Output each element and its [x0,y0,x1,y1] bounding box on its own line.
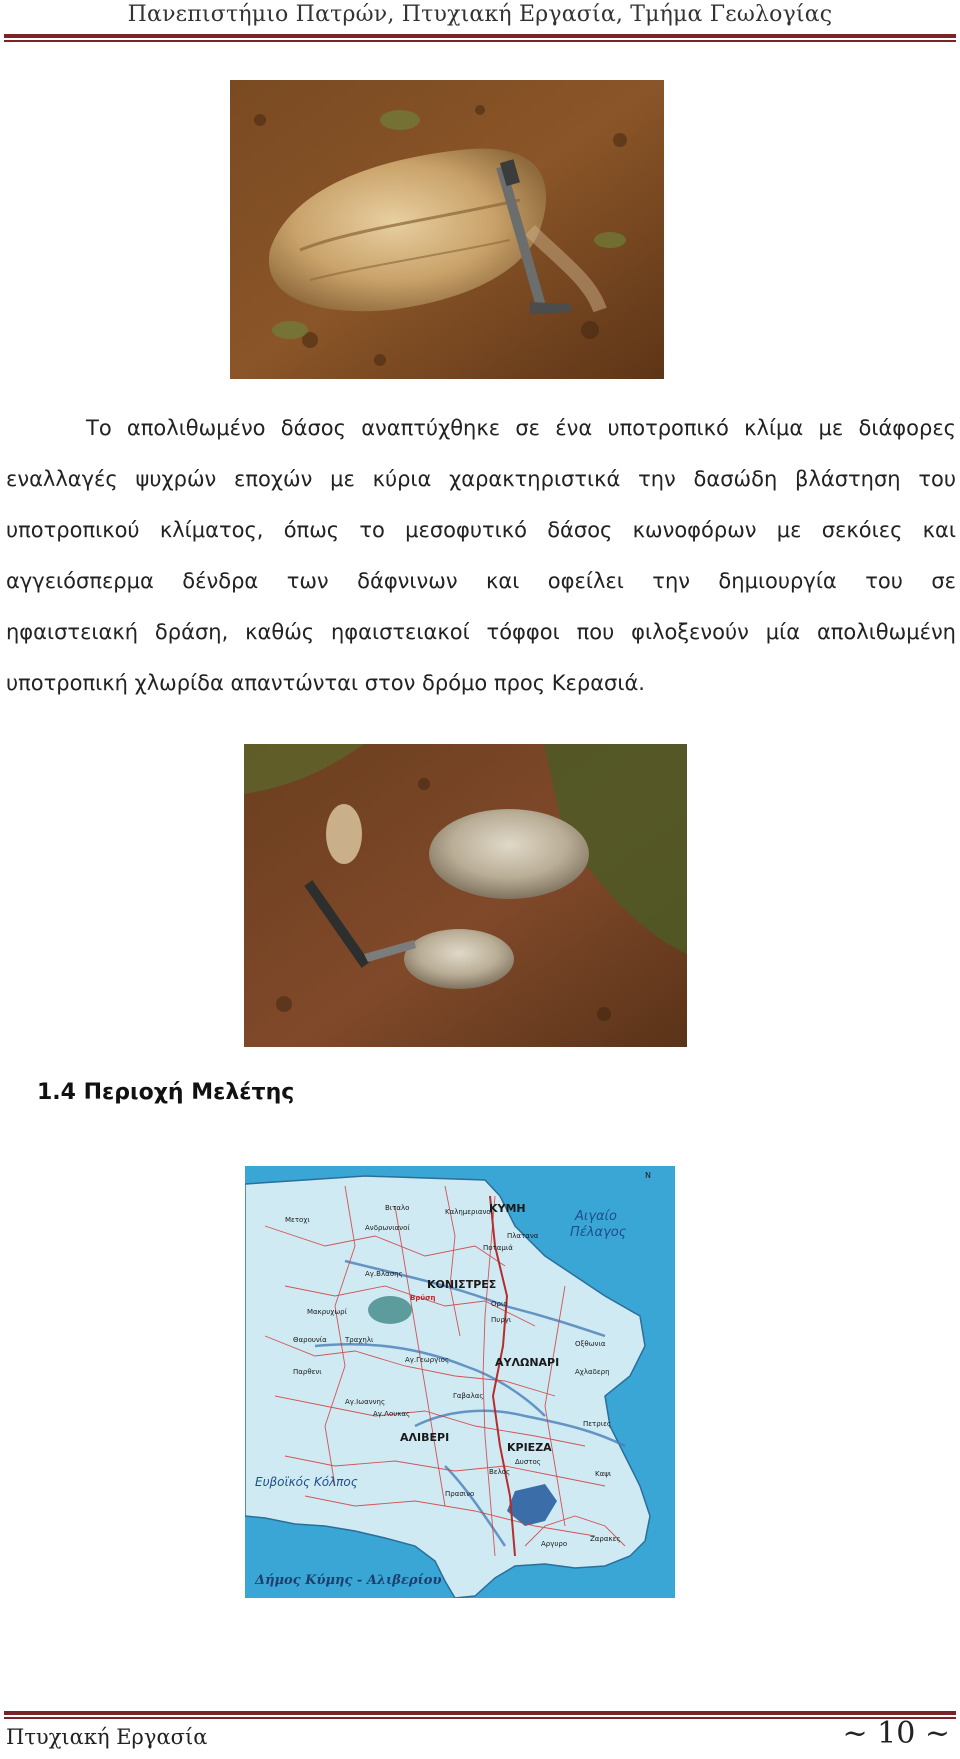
map-village: Μακρυχωρί [307,1308,347,1316]
body-line: εναλλαγές ψυχρών εποχών με κύρια χαρακτηριστικά την δασώδη βλάστηση του [6,467,956,491]
map-town-major: ΑΛΙΒΕΡΙ [400,1431,450,1444]
map-caption: Δήμος Κύμης - Αλιβερίου [255,1573,442,1588]
header-rule-thin [4,40,956,42]
map-village: Βελος [489,1468,511,1476]
map-village: Παρθενι [293,1368,322,1376]
map-village: Θαρουνία [293,1336,327,1344]
map-village: Αγ.Γεωργιος [405,1356,450,1364]
map-village: Οξθωνια [575,1340,606,1348]
map-town-major: ΚΡΙΕΖΑ [507,1441,552,1454]
map-village: Βρύση [410,1294,436,1302]
body-line: Το απολιθωμένο δάσος αναπτύχθηκε σε ένα υποτροπικό κλίμα με διάφορες [86,416,956,440]
petrified-log-with-hammer-photo-2 [244,744,687,1047]
body-line: αγγειόσπερμα δένδρα των δάφνινων και οφείλει την δημιουργία του σε [6,569,956,593]
map-village: Βιταλο [385,1204,410,1212]
footer-rule-thick [4,1711,956,1715]
map-village: Αγ.Βλασης [365,1270,403,1278]
footer-text: Πτυχιακή Εργασία [6,1725,208,1749]
map-village: Αγ.Ιωαννης [345,1398,386,1406]
map-village: Καλημεριανοί [445,1208,494,1216]
map-village: Αγ.Λουκας [373,1410,411,1418]
map-town-major: ΑΥΛΩΝΑΡΙ [495,1356,560,1369]
map-village: Πυργι [491,1316,512,1324]
map-village: Δυστος [515,1458,541,1466]
map-village: Οριο [491,1300,508,1308]
header-rule-thick [4,34,956,38]
map-village: Μετοχι [285,1216,310,1224]
map-village: Καψι [595,1470,612,1478]
body-line: υποτροπική χλωρίδα απαντώνται στον δρόμο προς Κερασιά. [6,671,645,695]
map-sea-label: Αιγαίο [575,1209,617,1224]
page-number: ~ 10 ~ [842,1716,950,1751]
map-compass: N [645,1171,651,1180]
body-line: υποτροπικού κλίματος, όπως το μεσοφυτικό δάσος κωνοφόρων με σεκόιες και [6,518,956,542]
body-paragraph [6,403,956,709]
map-village: Ανδρωνιανοί [365,1224,410,1232]
body-line: ηφαιστειακή δράση, καθώς ηφαιστειακοί τόφφοι που φιλοξενούν μία απολιθωμένη [6,620,956,644]
map-sea-label: Πέλαγος [570,1225,627,1240]
map-village: Αργυρο [541,1540,568,1548]
map-village: Ζαρακες [590,1535,621,1543]
map-sea-label: Ευβοϊκός Κόλπος [255,1475,358,1489]
footer-rule-thin [4,1717,956,1719]
map-village: Ποταμιά [483,1244,513,1252]
study-area-map [245,1166,675,1598]
map-village: Πρασινο [445,1490,475,1498]
map-village: Γαβαλας [453,1392,484,1400]
page-header-title: Πανεπιστήμιο Πατρών, Πτυχιακή Εργασία, Τμήμα Γεωλογίας [127,2,833,27]
section-heading: 1.4 Περιοχή Μελέτης [37,1080,295,1105]
map-town-major: ΚΟΝΙΣΤΡΕΣ [427,1278,497,1291]
petrified-log-with-hammer-photo-1 [230,80,664,379]
map-town-major: ΚΥΜΗ [489,1202,526,1215]
map-village: Αχλαδερη [575,1368,610,1376]
map-village: Πλατανα [507,1232,539,1240]
map-lake [368,1296,412,1324]
map-village: Πετριες [583,1420,611,1428]
map-village: Τραχηλι [345,1336,374,1344]
